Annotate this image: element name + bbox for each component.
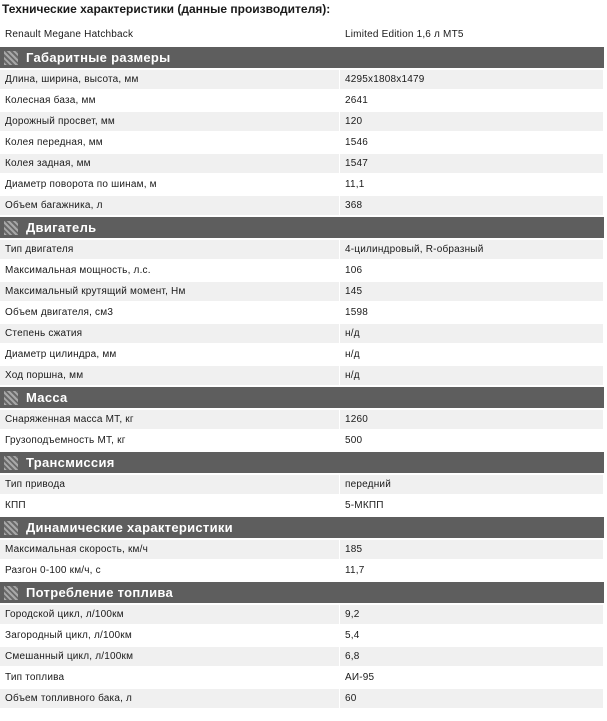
spec-row (0, 366, 604, 387)
spec-row (0, 261, 604, 282)
spec-value: 1546 (340, 133, 604, 154)
spec-value: 5,4 (340, 626, 604, 647)
spec-label: КПП (0, 496, 340, 517)
spec-row (0, 133, 604, 154)
spec-value: передний (340, 475, 604, 496)
spec-label: Тип топлива (0, 668, 340, 689)
spec-value: 60 (340, 689, 604, 710)
section-title: Двигатель (26, 220, 97, 235)
hatch-pattern-icon (4, 51, 18, 65)
section-header-content (0, 517, 604, 538)
section-header (0, 47, 604, 70)
hatch-pattern-icon (4, 521, 18, 535)
section-title: Масса (26, 390, 68, 405)
section-header-cell (0, 452, 604, 475)
spec-row (0, 605, 604, 626)
section-header (0, 452, 604, 475)
spec-value: 1547 (340, 154, 604, 175)
section-header-cell (0, 582, 604, 605)
spec-label: Городской цикл, л/100км (0, 605, 340, 626)
hatch-pattern-icon (4, 221, 18, 235)
spec-value: 1260 (340, 410, 604, 431)
section-header-content (0, 582, 604, 603)
spec-label: Дорожный просвет, мм (0, 112, 340, 133)
section-header-content (0, 452, 604, 473)
spec-row (0, 303, 604, 324)
spec-row (0, 668, 604, 689)
spec-label: Объем топливного бака, л (0, 689, 340, 710)
spec-row (0, 540, 604, 561)
spec-value: 6,8 (340, 647, 604, 668)
spec-value: 11,1 (340, 175, 604, 196)
spec-value: н/д (340, 366, 604, 387)
spec-label: Разгон 0-100 км/ч, с (0, 561, 340, 582)
spec-value: н/д (340, 345, 604, 366)
spec-label: Смешанный цикл, л/100км (0, 647, 340, 668)
spec-label: Снаряженная масса MT, кг (0, 410, 340, 431)
section-header (0, 517, 604, 540)
hatch-pattern-icon (4, 456, 18, 470)
spec-value: 11,7 (340, 561, 604, 582)
spec-label: Длина, ширина, высота, мм (0, 70, 340, 91)
model-name: Renault Megane Hatchback (0, 24, 340, 47)
spec-row (0, 112, 604, 133)
section-header (0, 217, 604, 240)
spec-value: АИ-95 (340, 668, 604, 689)
spec-label: Диаметр поворота по шинам, м (0, 175, 340, 196)
specs-table (0, 24, 604, 710)
spec-row (0, 91, 604, 112)
spec-row (0, 196, 604, 217)
spec-row (0, 410, 604, 431)
section-title: Динамические характеристики (26, 520, 233, 535)
spec-value: 500 (340, 431, 604, 452)
spec-row (0, 475, 604, 496)
spec-row (0, 282, 604, 303)
spec-value: 368 (340, 196, 604, 217)
model-trim: Limited Edition 1,6 л MT5 (340, 24, 604, 47)
spec-label: Тип привода (0, 475, 340, 496)
spec-value: 1598 (340, 303, 604, 324)
spec-label: Грузоподъемность MT, кг (0, 431, 340, 452)
spec-row (0, 324, 604, 345)
spec-label: Максимальный крутящий момент, Нм (0, 282, 340, 303)
spec-row (0, 154, 604, 175)
spec-value: 9,2 (340, 605, 604, 626)
section-header-cell (0, 47, 604, 70)
section-header-cell (0, 217, 604, 240)
section-header-content (0, 47, 604, 68)
page-title: Технические характеристики (данные производителя): (2, 2, 331, 16)
hatch-pattern-icon (4, 391, 18, 405)
spec-label: Степень сжатия (0, 324, 340, 345)
spec-row (0, 240, 604, 261)
section-title: Габаритные размеры (26, 50, 171, 65)
section-header-content (0, 387, 604, 408)
spec-label: Максимальная скорость, км/ч (0, 540, 340, 561)
spec-value: 120 (340, 112, 604, 133)
section-header (0, 387, 604, 410)
spec-label: Тип двигателя (0, 240, 340, 261)
spec-label: Колея передная, мм (0, 133, 340, 154)
spec-row (0, 70, 604, 91)
spec-label: Ход поршна, мм (0, 366, 340, 387)
spec-value: 145 (340, 282, 604, 303)
spec-label: Колесная база, мм (0, 91, 340, 112)
spec-row (0, 431, 604, 452)
spec-row (0, 626, 604, 647)
spec-value: 5-МКПП (340, 496, 604, 517)
spec-value: 106 (340, 261, 604, 282)
spec-value: н/д (340, 324, 604, 345)
section-title: Трансмиссия (26, 455, 115, 470)
section-header-cell (0, 387, 604, 410)
section-header-content (0, 217, 604, 238)
spec-label: Максимальная мощность, л.с. (0, 261, 340, 282)
spec-value: 4295х1808х1479 (340, 70, 604, 91)
spec-value: 2641 (340, 91, 604, 112)
spec-row (0, 647, 604, 668)
spec-row (0, 496, 604, 517)
spec-row (0, 689, 604, 710)
specs-table-body (0, 24, 604, 710)
spec-row (0, 175, 604, 196)
model-row (0, 24, 604, 47)
spec-value: 185 (340, 540, 604, 561)
spec-row (0, 561, 604, 582)
spec-label: Объем двигателя, см3 (0, 303, 340, 324)
section-header-cell (0, 517, 604, 540)
section-title: Потребление топлива (26, 585, 174, 600)
hatch-pattern-icon (4, 586, 18, 600)
spec-label: Колея задная, мм (0, 154, 340, 175)
spec-label: Загородный цикл, л/100км (0, 626, 340, 647)
spec-row (0, 345, 604, 366)
spec-label: Диаметр цилиндра, мм (0, 345, 340, 366)
spec-label: Объем багажника, л (0, 196, 340, 217)
section-header (0, 582, 604, 605)
spec-value: 4-цилиндровый, R-образный (340, 240, 604, 261)
